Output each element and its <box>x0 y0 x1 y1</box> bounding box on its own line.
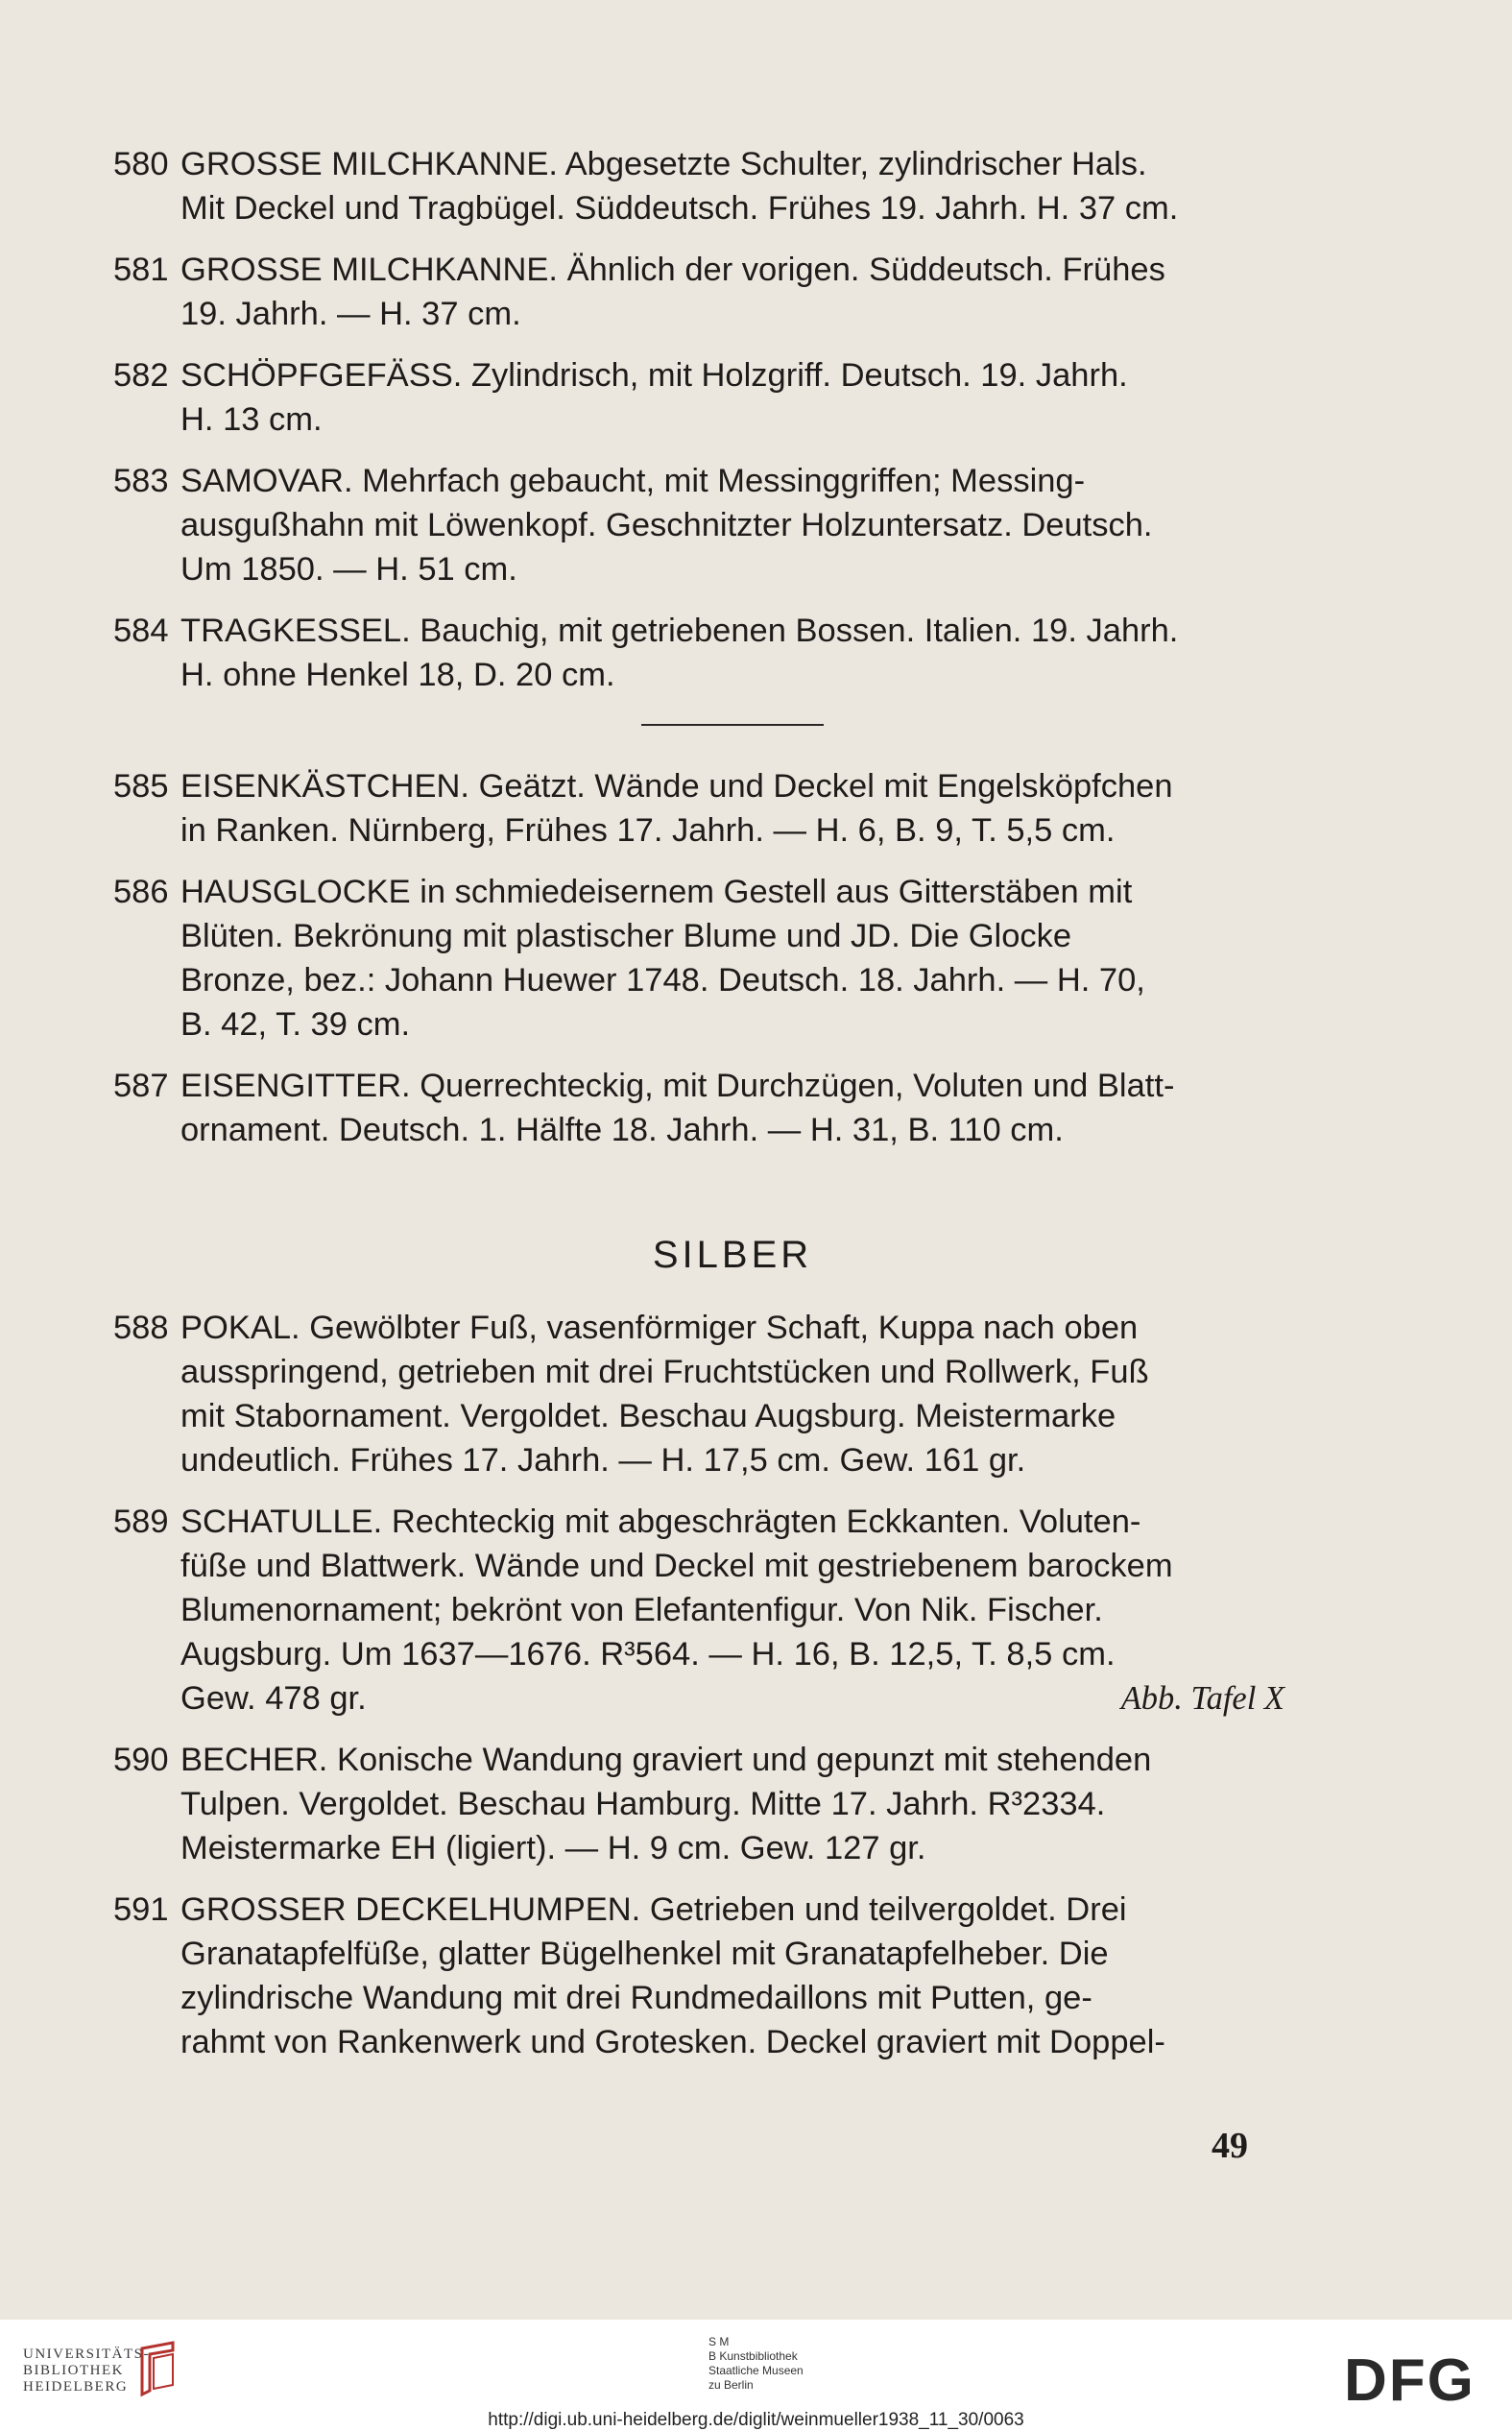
entry-line: Blumenornament; bekrönt von Elefantenfigur. Von Nik. Fischer. <box>180 1592 1103 1628</box>
entry-line: EISENKÄSTCHEN. Geätzt. Wände und Deckel mit Engelsköpfchen <box>180 768 1173 805</box>
section-divider <box>641 724 824 726</box>
entry-line: Granatapfelfüße, glatter Bügelhenkel mit Granatapfelheber. Die <box>180 1936 1109 1972</box>
entry-line: BECHER. Konische Wandung graviert und gepunzt mit stehenden <box>180 1742 1152 1778</box>
catalog-entry-580 <box>113 142 1284 230</box>
catalog-entry-588 <box>113 1306 1284 1482</box>
museum-line: Staatliche Museen <box>708 2364 804 2377</box>
entry-line: in Ranken. Nürnberg, Frühes 17. Jahrh. — H. 6, B. 9, T. 5,5 cm. <box>180 812 1116 849</box>
university-line: HEIDELBERG <box>23 2379 129 2395</box>
entry-line: TRAGKESSEL. Bauchig, mit getriebenen Bossen. Italien. 19. Jahrh. <box>180 613 1179 649</box>
entry-line: Um 1850. — H. 51 cm. <box>180 551 517 588</box>
entry-line: Bronze, bez.: Johann Huewer 1748. Deutsch. 18. Jahrh. — H. 70, <box>180 962 1145 999</box>
entry-line: GROSSE MILCHKANNE. Ähnlich der vorigen. Süddeutsch. Frühes <box>180 252 1165 288</box>
entry-line: Tulpen. Vergoldet. Beschau Hamburg. Mitte 17. Jahrh. R³2334. <box>180 1786 1106 1822</box>
entry-number: 586 <box>113 874 169 910</box>
entry-line: GROSSE MILCHKANNE. Abgesetzte Schulter, zylindrischer Hals. <box>180 146 1147 182</box>
university-line: UNIVERSITÄTS- <box>23 2347 150 2362</box>
entry-line: Mit Deckel und Tragbügel. Süddeutsch. Frühes 19. Jahrh. H. 37 cm. <box>180 190 1179 227</box>
museum-line: S M <box>708 2335 730 2348</box>
catalog-entry-587 <box>113 1064 1284 1152</box>
entry-line: mit Stabornament. Vergoldet. Beschau Augsburg. Meistermarke <box>180 1398 1116 1434</box>
entry-line: Augsburg. Um 1637—1676. R³564. — H. 16, B. 12,5, T. 8,5 cm. <box>180 1636 1116 1673</box>
entry-number: 582 <box>113 357 169 394</box>
entry-line: ausspringend, getrieben mit drei Fruchtstücken und Rollwerk, Fuß <box>180 1354 1149 1390</box>
entry-number: 581 <box>113 252 169 288</box>
plate-reference: Abb. Tafel X <box>1120 1680 1284 1717</box>
entry-line: Meistermarke EH (ligiert). — H. 9 cm. Gew. 127 gr. <box>180 1830 926 1866</box>
entry-line: POKAL. Gewölbter Fuß, vasenförmiger Schaft, Kuppa nach oben <box>180 1310 1139 1346</box>
section-heading: SILBER <box>652 1234 813 1276</box>
entry-line: B. 42, T. 39 cm. <box>180 1006 411 1043</box>
entry-line: Blüten. Bekrönung mit plastischer Blume und JD. Die Glocke <box>180 918 1072 954</box>
dfg-logo: DFG <box>1344 2347 1476 2414</box>
catalog-entry-591 <box>113 1888 1284 2064</box>
entry-line: SCHÖPFGEFÄSS. Zylindrisch, mit Holzgriff. Deutsch. 19. Jahrh. <box>180 357 1128 394</box>
entry-number: 587 <box>113 1068 169 1104</box>
university-library-logo-text <box>23 2347 150 2395</box>
entry-line: EISENGITTER. Querrechteckig, mit Durchzügen, Voluten und Blatt- <box>180 1068 1175 1104</box>
entry-number: 585 <box>113 768 169 805</box>
catalog-entry-582 <box>113 353 1284 442</box>
entries-middle <box>113 764 1284 1152</box>
museum-line: B Kunstbibliothek <box>708 2349 798 2363</box>
museum-line: zu Berlin <box>708 2378 754 2392</box>
catalog-entry-585 <box>113 764 1284 853</box>
catalog-entry-586 <box>113 870 1284 1047</box>
catalog-entry-581 <box>113 248 1284 336</box>
entry-line: GROSSER DECKELHUMPEN. Getrieben und teilvergoldet. Drei <box>180 1891 1127 1928</box>
entry-line: H. 13 cm. <box>180 401 323 438</box>
entry-line: HAUSGLOCKE in schmiedeisernem Gestell aus Gitterstäben mit <box>180 874 1133 910</box>
entries-top <box>113 142 1284 697</box>
university-line: BIBLIOTHEK <box>23 2363 124 2378</box>
entry-line: undeutlich. Frühes 17. Jahrh. — H. 17,5 cm. Gew. 161 gr. <box>180 1442 1026 1479</box>
catalog-entry-583 <box>113 459 1284 591</box>
university-seal-icon <box>134 2341 182 2398</box>
catalog-text <box>113 142 1284 2082</box>
entry-line: ausgußhahn mit Löwenkopf. Geschnitzter Holzuntersatz. Deutsch. <box>180 507 1153 543</box>
entry-number: 580 <box>113 146 169 182</box>
entry-line: ornament. Deutsch. 1. Hälfte 18. Jahrh. — H. 31, B. 110 cm. <box>180 1112 1064 1148</box>
entry-number: 584 <box>113 613 169 649</box>
footer-bar <box>0 2320 1512 2431</box>
catalog-entry-589 <box>113 1500 1284 1721</box>
entry-line <box>180 1676 1284 1721</box>
source-url-link[interactable]: http://digi.ub.uni-heidelberg.de/diglit/weinmueller1938_11_30/0063 <box>488 2410 1024 2430</box>
entries-silber <box>113 1306 1284 2064</box>
museum-credit <box>708 2335 804 2393</box>
entry-line: SCHATULLE. Rechteckig mit abgeschrägten Eckkanten. Voluten- <box>180 1504 1141 1540</box>
entry-line: füße und Blattwerk. Wände und Deckel mit gestriebenem barockem <box>180 1548 1173 1584</box>
entry-number: 590 <box>113 1742 169 1778</box>
entry-line: rahmt von Rankenwerk und Grotesken. Deckel graviert mit Doppel- <box>180 2024 1165 2060</box>
entry-number: 583 <box>113 463 169 499</box>
catalog-entry-590 <box>113 1738 1284 1870</box>
entry-number: 589 <box>113 1504 169 1540</box>
entry-line: SAMOVAR. Mehrfach gebaucht, mit Messinggriffen; Messing- <box>180 463 1086 499</box>
entry-line: zylindrische Wandung mit drei Rundmedaillons mit Putten, ge- <box>180 1980 1092 2016</box>
entry-weight: Gew. 478 gr. <box>180 1680 367 1717</box>
entry-number: 591 <box>113 1891 169 1928</box>
catalog-entry-584 <box>113 609 1284 697</box>
entry-line: 19. Jahrh. — H. 37 cm. <box>180 296 521 332</box>
entry-number: 588 <box>113 1310 169 1346</box>
entry-line: H. ohne Henkel 18, D. 20 cm. <box>180 657 615 693</box>
page-number: 49 <box>1212 2126 1248 2166</box>
